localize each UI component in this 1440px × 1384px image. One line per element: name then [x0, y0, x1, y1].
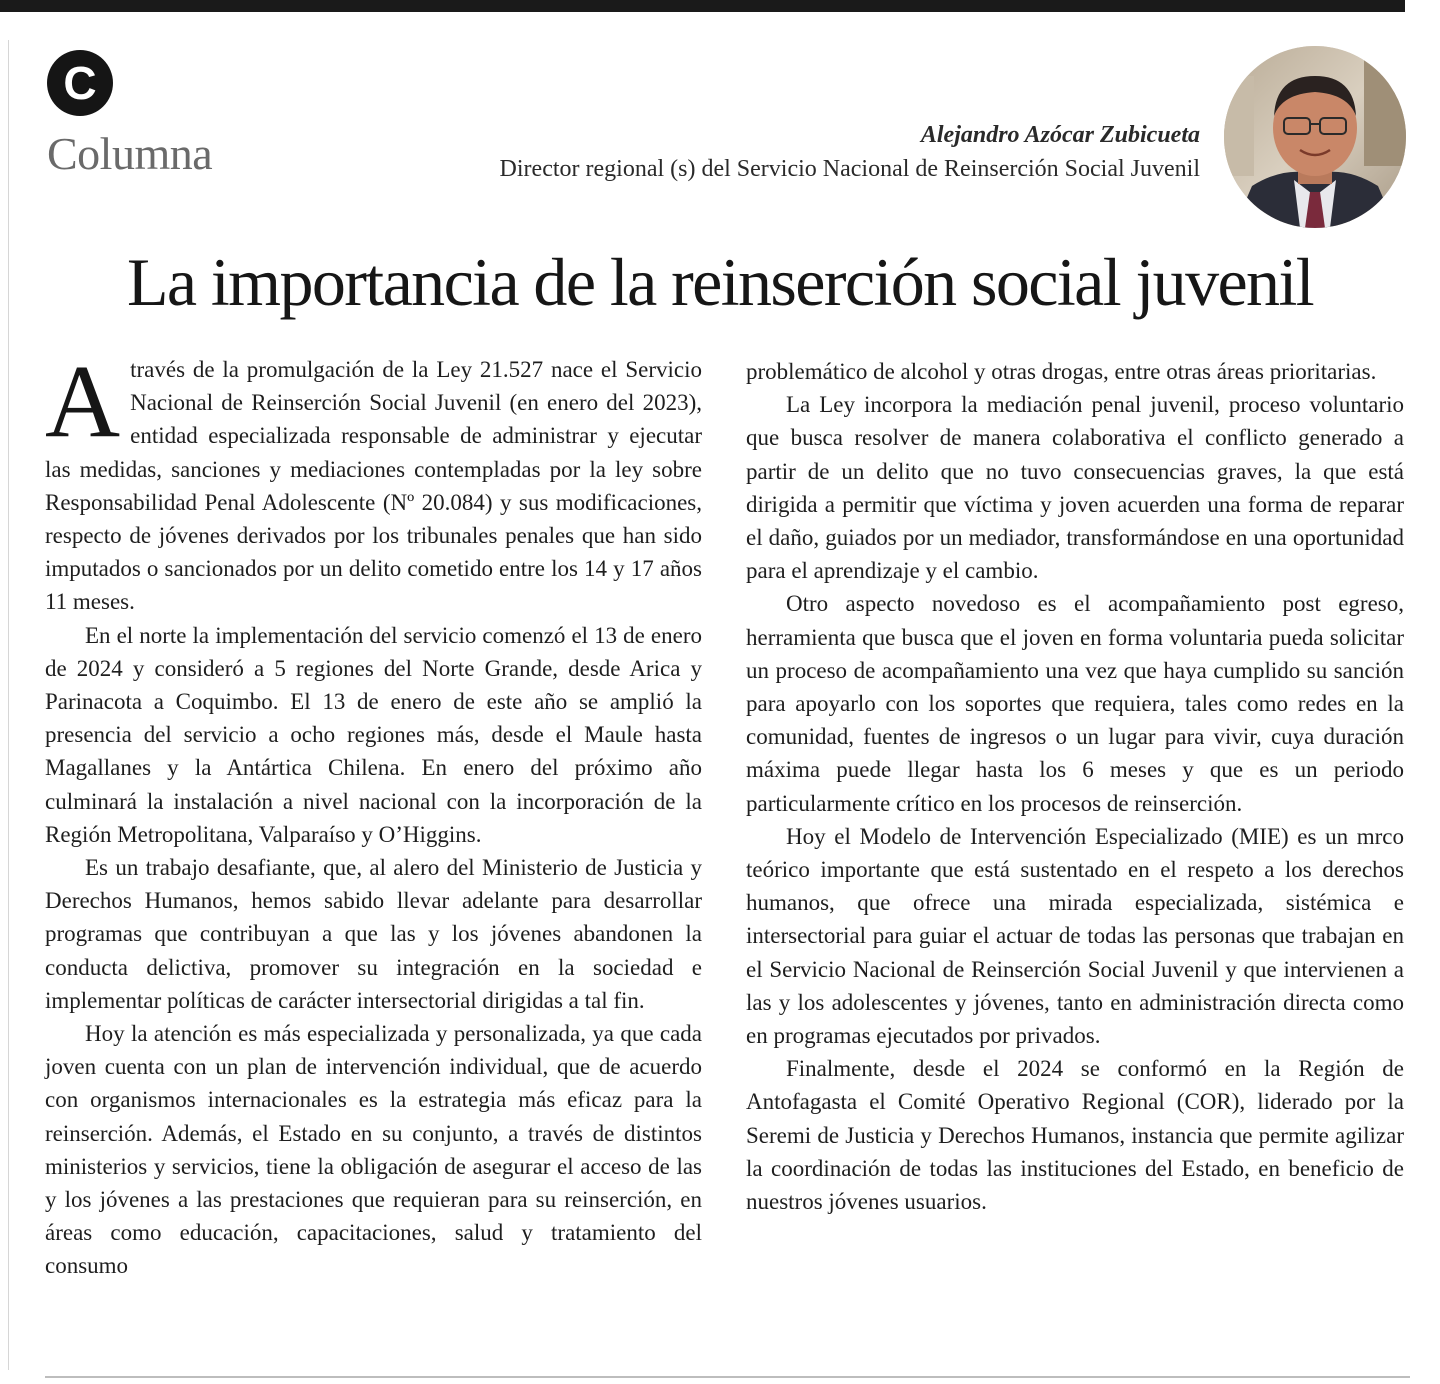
article-paragraph: problemático de alcohol y otras drogas, entre otras áreas prioritarias. — [746, 359, 1377, 384]
dropcap: A — [45, 344, 121, 459]
section-badge: C — [47, 50, 113, 116]
article-right-column — [746, 355, 1404, 1218]
article-paragraph: En el norte la implementación del servicio comenzó el 13 de enero de 2024 y consideró a 5 regiones del Norte Grande, desde Arica y Parinacota a Coquimbo. El 13 de enero de este año se amplió la presencia del servicio a ocho regiones más, desde el Maule hasta Magallanes y la Antártica Chilena. En enero del próximo año culminará la instalación a nivel nacional con la incorporación de la Región Metropolitana, Valparaíso y O’Higgins. — [45, 622, 702, 847]
article-paragraph: La Ley incorpora la mediación penal juvenil, proceso voluntario que busca resolver de manera colaborativa el conflicto generado a partir de un delito que no tuvo consecuencias graves, la que está dirigida a permitir que víctima y joven acuerden una forma de reparar el daño, guiados por un mediador, transformándose en una oportunidad para el aprendizaje y el cambio. — [746, 392, 1404, 584]
author-title: Director regional (s) del Servicio Nacional de Reinserción Social Juvenil — [499, 156, 1200, 182]
author-name: Alejandro Azócar Zubicueta — [920, 122, 1200, 148]
author-portrait-svg — [1224, 46, 1406, 228]
article-paragraph: Es un trabajo desafiante, que, al alero del Ministerio de Justicia y Derechos Humanos, hemos sabido llevar adelante para desarrollar programas que contribuyan a que las y los jóvenes abandonen la conducta delictiva, promover su integración en la sociedad e implementar políticas de carácter intersectorial dirigidas a tal fin. — [45, 855, 702, 1013]
author-portrait-icon — [1224, 46, 1406, 228]
top-bar — [0, 0, 1405, 12]
section-label: Columna — [47, 128, 213, 179]
article-left-column — [45, 344, 702, 1283]
article-paragraph — [45, 344, 702, 619]
article-paragraph: Finalmente, desde el 2024 se conformó en la Región de Antofagasta el Comité Operativo Regional (COR), liderado por la Seremi de Justicia y Derechos Humanos, instancia que permite agilizar la coordinación de todas las instituciones del Estado, en beneficio de nuestros jóvenes usuarios. — [746, 1056, 1404, 1215]
paragraph-text: través de la promulgación de la Ley 21.527 nace el Servicio Nacional de Reinserción Social Juvenil (en enero del 2023), entidad especializada responsable de administrar y ejecutar las medidas, sanciones y mediaciones contempladas por la ley sobre Responsabilidad Penal Adolescente (Nº 20.084) y sus modificaciones, respecto de jóvenes derivados por los tribunales penales que han sido imputados o sancionados por un delito cometido entre los 14 y 17 años 11 meses. — [45, 357, 702, 615]
article-paragraph: Hoy la atención es más especializada y personalizada, ya que cada joven cuenta con un plan de intervención individual, que de acuerdo con organismos internacionales es la estrategia más eficaz para la reinserción. Además, el Estado en su conjunto, a través de distintos ministerios y servicios, tiene la obligación de asegurar el acceso de las y los jóvenes a las prestaciones que requieran para su reinserción, en áreas como educación, capacitaciones, salud y tratamiento del consumo — [45, 1021, 702, 1279]
article-paragraph: Hoy el Modelo de Intervención Especializado (MIE) es un mrco teórico importante que está sustentado en el respeto a los derechos humanos, que ofrece una mirada especializada, sistémica e intersectorial para guiar el actuar de todas las personas que trabajan en el Servicio Nacional de Reinserción Social Juvenil y que intervienen a las y los adolescentes y jóvenes, tanto en administración directa como en programas ejecutados por privados. — [746, 823, 1404, 1049]
headline: La importancia de la reinserción social juvenil — [126, 244, 1314, 320]
article-paragraph: Otro aspecto novedoso es el acompañamiento post egreso, herramienta que busca que el joven en forma voluntaria pueda solicitar un proceso de acompañamiento una vez que haya cumplido su sanción para apoyarlo con los soportes que requiera, tales como redes en la comunidad, fuentes de ingresos o un lugar para vivir, cuya duración máxima puede llegar hasta los 6 meses y que es un periodo particularmente crítico en los procesos de reinserción. — [746, 591, 1404, 816]
bottom-rule — [45, 1376, 1410, 1378]
